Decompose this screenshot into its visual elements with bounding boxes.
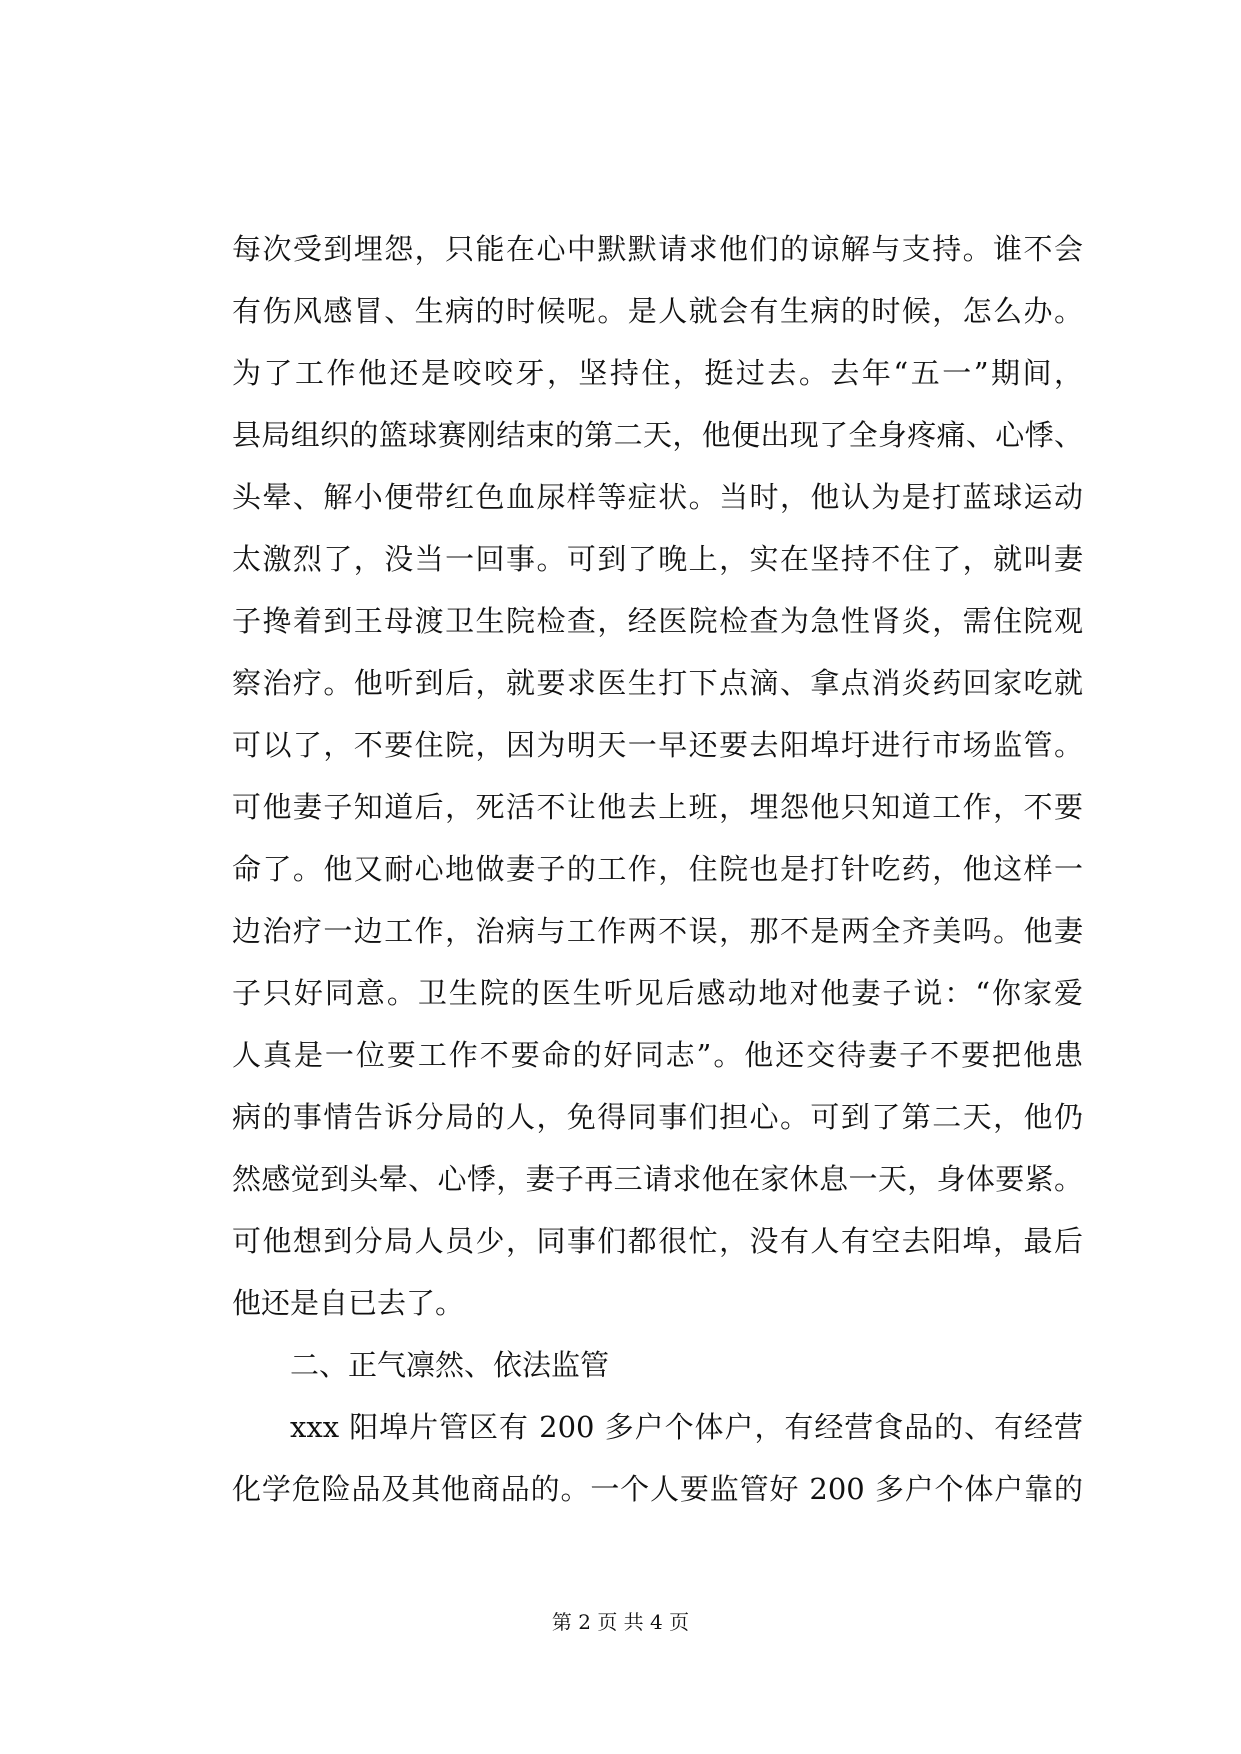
text-line: 边治疗一边工作，治病与工作两不误，那不是两全齐美吗。他妻 [232, 914, 1083, 948]
page-number-label: 第 2 页 共 4 页 [551, 1610, 690, 1634]
text-line: 察治疗。他听到后，就要求医生打下点滴、拿点消炎药回家吃就 [232, 666, 1083, 700]
text-line: 他还是自已去了。 [232, 1286, 465, 1320]
text-line: 人真是一位要工作不要命的好同志”。他还交待妻子不要把他患 [232, 1038, 1083, 1072]
text-line: 有伤风感冒、生病的时候呢。是人就会有生病的时候，怎么办。 [232, 294, 1083, 328]
text-line: 然感觉到头晕、心悸，妻子再三请求他在家休息一天，身体要紧。 [232, 1162, 1083, 1196]
text-line: 化学危险品及其他商品的。一个人要监管好 200 多户个体户靠的 [232, 1472, 1083, 1506]
text-line: 可以了，不要住院，因为明天一早还要去阳埠圩进行市场监管。 [232, 728, 1083, 762]
text-line: 县局组织的篮球赛刚结束的第二天，他便出现了全身疼痛、心悸、 [232, 418, 1083, 452]
text-line: 命了。他又耐心地做妻子的工作，住院也是打针吃药，他这样一 [232, 852, 1083, 886]
text-line: 头晕、解小便带红色血尿样等症状。当时，他认为是打蓝球运动 [232, 480, 1083, 514]
text-line: 子只好同意。卫生院的医生听见后感动地对他妻子说：“你家爱 [232, 976, 1083, 1010]
text-line: 可他妻子知道后，死活不让他去上班，埋怨他只知道工作，不要 [232, 790, 1083, 824]
text-line: 为了工作他还是咬咬牙，坚持住，挺过去。去年“五一”期间， [232, 356, 1083, 390]
section-heading: 二、正气凛然、依法监管 [290, 1348, 610, 1382]
text-line: 子搀着到王母渡卫生院检查，经医院检查为急性肾炎，需住院观 [232, 604, 1083, 638]
document-body [232, 218, 1083, 1520]
text-line: 太激烈了，没当一回事。可到了晚上，实在坚持不住了，就叫妻 [232, 542, 1083, 576]
paragraph-2 [232, 1396, 1083, 1520]
text-line: 可他想到分局人员少，同事们都很忙，没有人有空去阳埠，最后 [232, 1224, 1083, 1258]
text-line: xxx 阳埠片管区有 200 多户个体户，有经营食品的、有经营 [290, 1410, 1083, 1444]
paragraph-1 [232, 218, 1083, 1334]
page-footer [0, 1608, 1241, 1636]
text-line: 病的事情告诉分局的人，免得同事们担心。可到了第二天，他仍 [232, 1100, 1083, 1134]
text-line: 每次受到埋怨，只能在心中默默请求他们的谅解与支持。谁不会 [232, 232, 1083, 266]
